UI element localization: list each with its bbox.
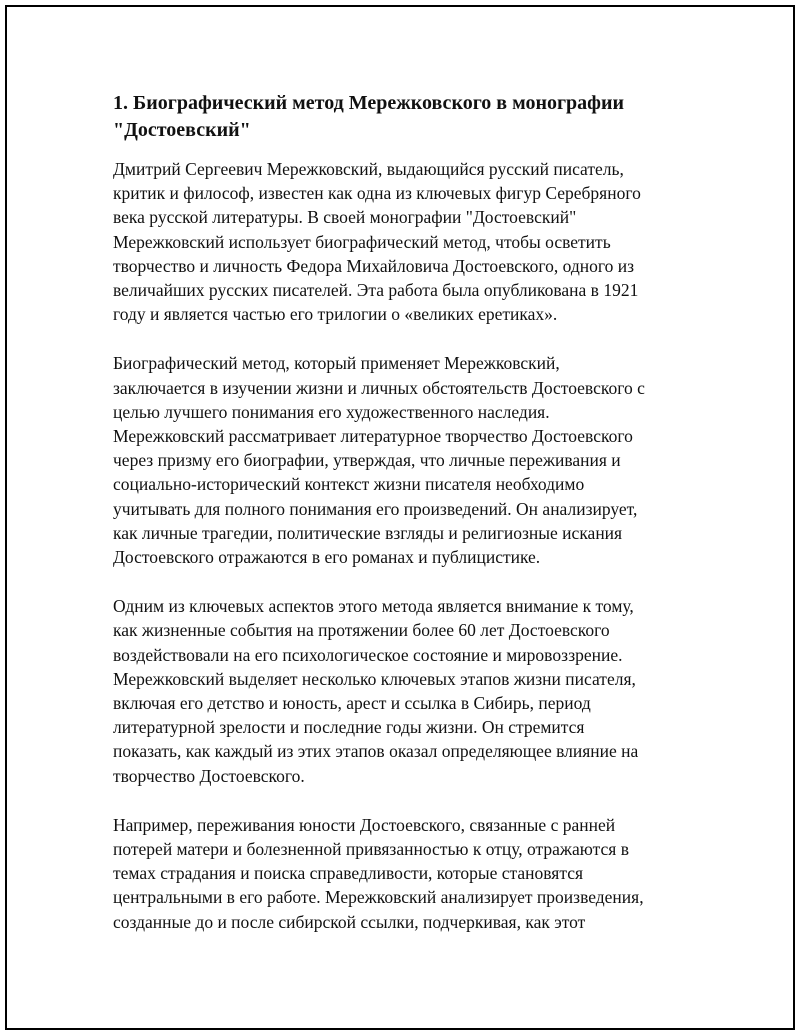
paragraph-1: Дмитрий Сергеевич Мережковский, выдающийся русский писатель, критик и философ, известен как одна из ключевых фигур Серебряного века русской литературы. В своей монографии "Достоевский" Мережковский использует биографический метод, чтобы осветить творчество и личность Федора Михайловича Достоевского, одного из величайших русских писателей. Эта работа была опубликована в 1921 году и является частью его трилогии о «великих еретиках». bbox=[113, 159, 641, 325]
document-body bbox=[113, 90, 688, 959]
paragraph-4: Например, переживания юности Достоевского, связанные с ранней потерей матери и болезненной привязанностью к отцу, отражаются в темах страдания и поиска справедливости, которые становятся центральными в его работе. Мережковский анализирует произведения, созданные до и после сибирской ссылки, подчеркивая, как этот bbox=[113, 814, 644, 932]
paragraph-2: Биографический метод, который применяет Мережковский, заключается в изучении жизни и личных обстоятельств Достоевского с целью лучшего понимания его художественного наследия. Мережковский рассматривает литературное творчество Достоевского через призму его биографии, утверждая, что личные переживания и социально-исторический контекст жизни писателя необходимо учитывать для полного понимания его произведений. Он анализирует, как личные трагедии, политические взгляды и религиозные искания Достоевского отражаются в его романах и публицистике. bbox=[113, 353, 645, 568]
paragraph-3: Одним из ключевых аспектов этого метода является внимание к тому, как жизненные события на протяжении более 60 лет Достоевского воздействовали на его психологическое состояние и мировоззрение. Мережковский выделяет несколько ключевых этапов жизни писателя, включая его детство и юность, арест и ссылка в Сибирь, период литературной зрелости и последние годы жизни. Он стремится показать, как каждый из этих этапов оказал определяющее влияние на творчество Достоевского. bbox=[113, 596, 639, 786]
section-heading: 1. Биографический метод Мережковского в монографии "Достоевский" bbox=[113, 92, 625, 141]
